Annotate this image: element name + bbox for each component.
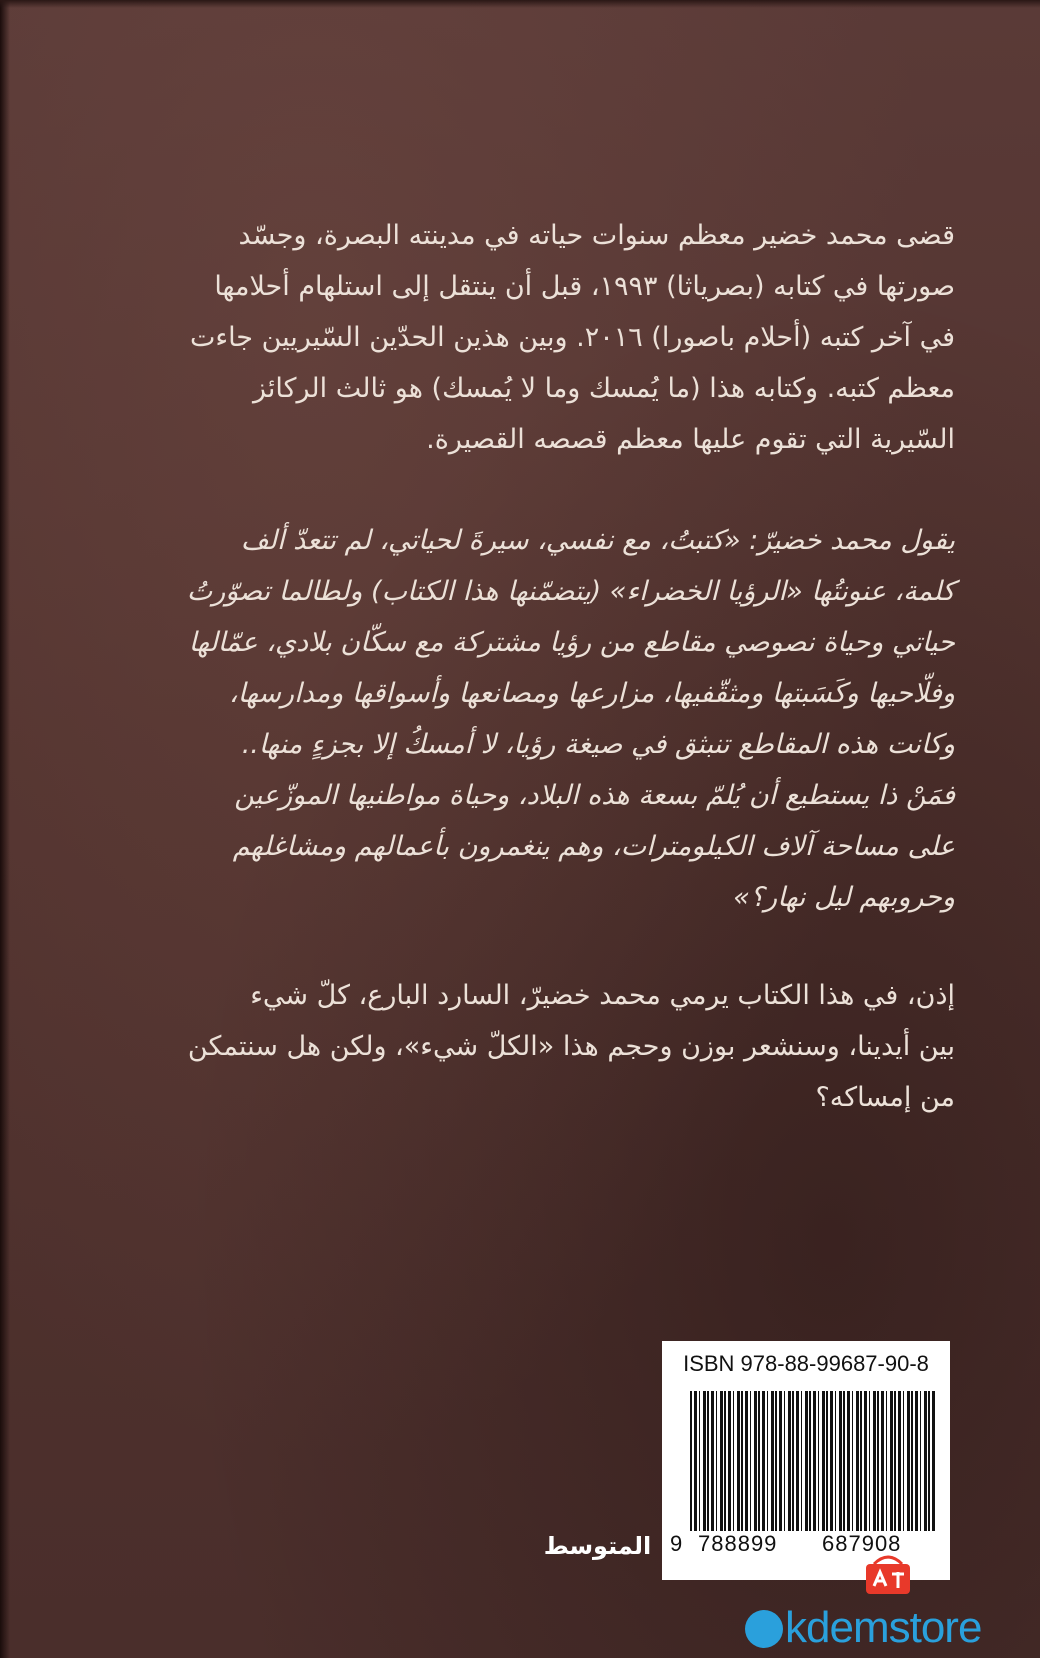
blurb-line: من إمساكه؟ [815, 1082, 955, 1113]
blurb-line: صورتها في كتابه (بصرياثا) ١٩٩٣، قبل أن ينتقل إلى استلهام أحلامها [214, 271, 955, 302]
blurb-line: معظم كتبه. وكتابه هذا (ما يُمسك وما لا يُمسك) هو ثالث الركائز [253, 373, 955, 404]
quote-line: حياتي وحياة نصوصي مقاطع من رؤيا مشتركة مع سكّان بلادي، عمّالها [188, 627, 955, 658]
shopping-bag-icon [860, 1548, 916, 1596]
barcode-digit-group-2: 687908 [822, 1531, 902, 1556]
barcode-digit-group-1: 788899 [698, 1531, 778, 1556]
blurb-paragraph-1 [150, 210, 955, 465]
isbn-barcode-box [662, 1341, 950, 1580]
quote-line: وحروبهم ليل نهار؟» [733, 882, 955, 913]
watermark-a-icon [745, 1610, 783, 1648]
quote-line: كلمة، عنونتُها «الرؤيا الخضراء» (يتضمّنها هذا الكتاب) ولطالما تصوّرتُ [186, 576, 955, 607]
watermark-text: kdemstore [785, 1603, 982, 1652]
store-watermark [745, 1603, 1035, 1653]
blurb-line: بين أيدينا، وسنشعر بوزن وحجم هذا «الكلّ شيء»، ولكن هل سنتمكن [187, 1031, 955, 1062]
quote-line: وفلّاحيها وكَسَبتها ومثقّفيها، مزارعها ومصانعها وأسواقها ومدارسها، [229, 678, 955, 709]
blurb-line: السّيرية التي تقوم عليها معظم قصصه القصيرة. [426, 424, 955, 455]
blurb-line: في آخر كتبه (أحلام باصورا) ٢٠١٦. وبين هذين الحدّين السّيريين جاءت [189, 322, 955, 353]
blurb-line: إذن، في هذا الكتاب يرمي محمد خضيرّ، السارد البارع، كلّ شيء [250, 980, 955, 1011]
quote-line: وكانت هذه المقاطع تنبثق في صيغة رؤيا، لا أمسكُ إلا بجزءٍ منها.. [241, 729, 955, 760]
blurb-paragraph-3 [150, 970, 955, 1123]
isbn-label: ISBN 978-88-99687-90-8 [683, 1351, 929, 1376]
cover-top-shadow [0, 0, 1040, 8]
quote-line: فمَنْ ذا يستطيع أن يُلمّ بسعة هذه البلاد، وحياة مواطنيها الموزّعين [234, 780, 955, 811]
quote-paragraph [150, 515, 955, 923]
cover-spine-shadow [0, 0, 10, 1658]
blurb-line: قضى محمد خضير معظم سنوات حياته في مدينته البصرة، وجسّد [238, 220, 955, 251]
quote-line: يقول محمد خضيرّ: «كتبتُ، مع نفسي، سيرةَ لحياتي، لم تتعدّ ألف [240, 525, 955, 556]
barcode-first-digit: 9 [670, 1531, 684, 1556]
publisher-logo: المتوسط [543, 1532, 652, 1560]
quote-line: على مساحة آلاف الكيلومترات، وهم ينغمرون بأعمالهم ومشاغلهم [232, 831, 955, 862]
barcode-icon [690, 1391, 935, 1531]
